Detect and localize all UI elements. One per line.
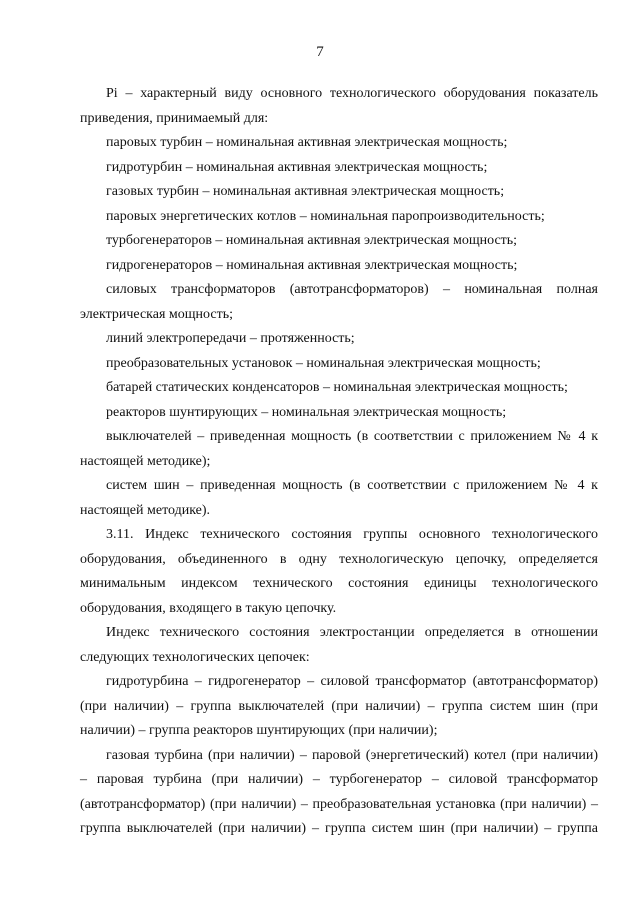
text-line: силовых трансформаторов (автотрансформаторов) – номинальная полная [106, 282, 598, 297]
text-line: гидрогенераторов – номинальная активная электрическая мощность; [106, 257, 518, 273]
text-line: 3.11. Индекс технического состояния группы основного технологического [106, 527, 598, 542]
text-line: паровых энергетических котлов – номинальная паропроизводительность; [106, 208, 545, 224]
text-line: Индекс технического состояния электростанции определяется в отношении [106, 625, 598, 640]
text-line: систем шин – приведенная мощность (в соответствии с приложением № 4 к [106, 478, 598, 493]
text-line: оборудования, входящего в такую цепочку. [80, 600, 337, 616]
text-line: линий электропередачи – протяженность; [106, 331, 355, 346]
text-line: (при наличии) – группа выключателей (при наличии) – группа систем шин (при [80, 698, 598, 714]
text-line: – паровая турбина (при наличии) – турбогенератор – силовой трансформатор [80, 772, 598, 787]
text-line: минимальным индексом технического состояния единицы технологического [80, 576, 598, 591]
page-number: 7 [316, 44, 324, 60]
text-line: газовая турбина (при наличии) – паровой (энергетический) котел (при наличии) [106, 747, 598, 763]
text-line: паровых турбин – номинальная активная электрическая мощность; [106, 135, 508, 150]
text-line: наличии) – группа реакторов шунтирующих (при наличии); [80, 723, 438, 738]
text-line: настоящей методике). [80, 502, 211, 518]
text-line: турбогенераторов – номинальная активная электрическая мощность; [106, 233, 518, 248]
text-line: гидротурбин – номинальная активная электрическая мощность; [106, 159, 488, 175]
text-line: гидротурбина – гидрогенератор – силовой трансформатор (автотрансформатор) [106, 674, 598, 689]
text-line: батарей статических конденсаторов – номинальная электрическая мощность; [106, 380, 568, 395]
text-line: следующих технологических цепочек: [80, 649, 310, 665]
text-line: приведения, принимаемый для: [80, 110, 269, 126]
document-body [80, 82, 598, 842]
text-line: оборудования, объединенного в одну технологическую цепочку, определяется [80, 551, 598, 567]
text-line: газовых турбин – номинальная активная электрическая мощность; [106, 184, 505, 199]
text-line: выключателей – приведенная мощность (в соответствии с приложением № 4 к [106, 429, 598, 444]
text-line: настоящей методике); [80, 453, 211, 469]
text-line: Pi – характерный виду основного технологического оборудования показатель [106, 86, 598, 101]
text-line: группа выключателей (при наличии) – группа систем шин (при наличии) – группа [80, 821, 598, 836]
text-line: (автотрансформатор) (при наличии) – преобразовательная установка (при наличии) – [80, 796, 598, 812]
text-line: электрическая мощность; [80, 306, 234, 322]
text-line: реакторов шунтирующих – номинальная электрическая мощность; [106, 404, 507, 420]
text-line: преобразовательных установок – номинальная электрическая мощность; [106, 355, 541, 371]
